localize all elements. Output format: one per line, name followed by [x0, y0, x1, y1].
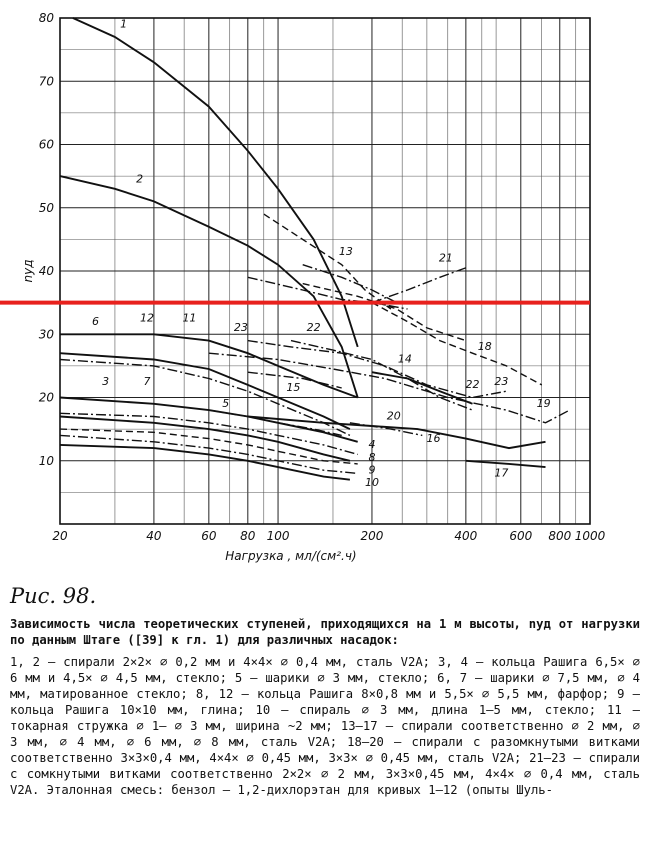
series-label: 22	[465, 378, 480, 392]
figure-caption	[10, 584, 640, 798]
y-tick-label: 80	[38, 11, 54, 25]
series-label: 14	[397, 352, 412, 366]
y-tick-label: 50	[38, 200, 54, 215]
y-tick-label: 10	[38, 453, 54, 468]
caption-heading: Зависимость числа теоретических ступеней, приходящихся на 1 м высоты, nуд от нагрузки по данным Штаге ([39] к гл. 1) для различных насадок:	[10, 617, 640, 647]
series-layer	[60, 18, 570, 480]
series-line-unlabeled	[303, 265, 397, 303]
x-tick-label: 600	[509, 529, 533, 543]
series-label: 8	[368, 450, 376, 464]
y-tick-label: 20	[38, 390, 54, 405]
series-label: 9	[368, 463, 376, 477]
series-label: 3	[102, 374, 110, 388]
y-axis-label: nуд	[21, 259, 35, 283]
caption-body: 1, 2 — спирали 2×2× ⌀ 0,2 мм и 4×4× ⌀ 0,4 мм, сталь V2A; 3, 4 — кольца Рашига 6,5× ⌀ 6 мм и 4,5× ⌀ 4,5 мм, стекло; 5 — шарики ⌀ 3 мм, стекло; 6, 7 — шарики ⌀ 7,5 мм, ⌀ 4 мм, матированное стекло; 8, 12 — кольца Рашига 8×0,8 мм и 5,5× ⌀ 5,5 мм, фарфор; 9 — кольца Рашига 10×10 мм, глина; 10 — спираль ⌀ 3 мм, длина 1—5 мм, стекло; 11 — токарная стружка ⌀ 1— ⌀ 3 мм, ширина ~2 мм; 13—17 — спирали соответственно ⌀ 2 мм, ⌀ 3 мм, ⌀ 4 мм, ⌀ 6 мм, ⌀ 8 мм, сталь V2A; 18—20 — спирали с разомкнутыми витками соответственно 3×3×0,4 мм, 4×4× ⌀ 0,45 мм, 3×3× ⌀ 0,45 мм, сталь V2A; 21—23 — спирали с сомкнутыми витками соответственно 2×2× ⌀ 2 мм, 3×3×0,45 мм, 4×4× ⌀ 0,4 мм, сталь V2A. Эталонная смесь: бензол — 1,2-дихлорэтан для кривых 1—12 (опыты Шуль-	[10, 655, 640, 797]
series-label: 7	[143, 374, 151, 388]
series-label: 4	[368, 438, 376, 452]
x-tick-label: 100	[266, 529, 290, 543]
series-label: 6	[92, 314, 100, 328]
series-label: 19	[536, 396, 551, 410]
series-label: 23	[494, 374, 509, 388]
y-tick-label: 40	[38, 264, 54, 278]
series-label: 15	[286, 381, 301, 395]
series-label: 17	[494, 466, 509, 480]
series-label: 21	[438, 251, 453, 265]
series-label: 18	[477, 340, 492, 354]
y-tick-label: 60	[38, 137, 54, 152]
y-tick-label: 70	[38, 74, 54, 89]
x-tick-label: 60	[201, 529, 217, 543]
figure-title: Рис. 98.	[10, 584, 97, 608]
series-label: 5	[222, 396, 230, 410]
series-label: 11	[182, 311, 197, 325]
series-line-22	[291, 341, 473, 411]
x-tick-label: 80	[240, 529, 256, 543]
x-tick-label: 20	[52, 529, 68, 543]
series-line-21	[372, 268, 466, 303]
x-tick-label: 1000	[574, 529, 606, 543]
x-tick-label: 400	[454, 529, 478, 543]
x-tick-label: 40	[146, 529, 162, 543]
x-axis-label: Нагрузка , мл/(см².ч)	[225, 549, 357, 563]
series-label: 13	[338, 245, 353, 259]
series-label: 1	[120, 17, 128, 31]
series-label: 12	[139, 311, 154, 325]
x-tick-label: 800	[548, 529, 572, 543]
series-label: 16	[426, 431, 441, 445]
series-label: 20	[386, 409, 401, 423]
series-line-unlabeled	[303, 284, 466, 341]
series-label: 10	[364, 476, 379, 490]
series-label: 23	[233, 321, 248, 335]
y-tick-label: 30	[38, 327, 54, 342]
x-tick-label: 200	[360, 529, 384, 543]
series-label: 22	[306, 321, 321, 335]
series-label: 2	[136, 172, 144, 186]
